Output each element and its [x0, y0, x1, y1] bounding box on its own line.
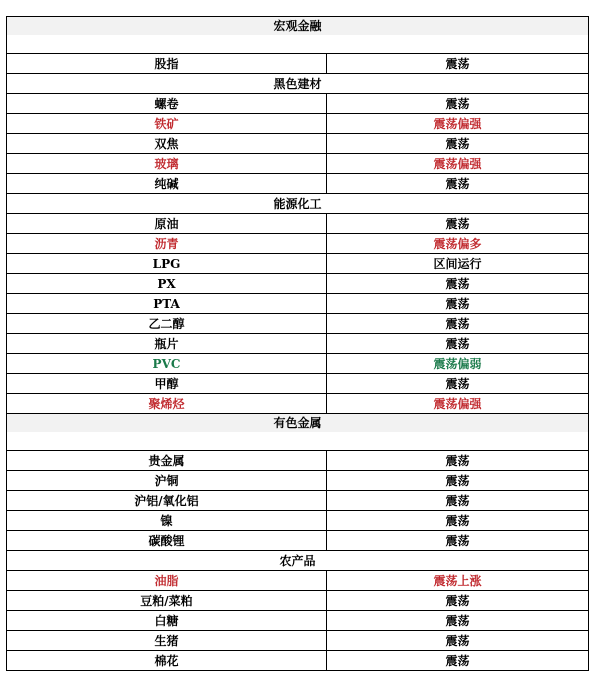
outlook-cell: 震荡 [327, 334, 589, 354]
table-row [7, 94, 589, 114]
commodity-name-cell: 沪铝/氧化铝 [7, 491, 327, 511]
outlook-cell: 震荡 [327, 651, 589, 671]
section-header-row [7, 194, 589, 214]
table-row [7, 451, 589, 471]
commodity-name-cell: LPG [7, 254, 327, 274]
table-row [7, 651, 589, 671]
commodity-name-cell: 油脂 [7, 571, 327, 591]
outlook-cell: 震荡 [327, 274, 589, 294]
commodity-name-cell: 豆粕/菜粕 [7, 591, 327, 611]
commodity-name-cell: 贵金属 [7, 451, 327, 471]
table-row [7, 511, 589, 531]
commodity-name-cell: 铁矿 [7, 114, 327, 134]
outlook-cell: 震荡 [327, 511, 589, 531]
table-row [7, 254, 589, 274]
table-row [7, 631, 589, 651]
table-row [7, 354, 589, 374]
outlook-cell: 震荡 [327, 591, 589, 611]
table-row [7, 394, 589, 414]
outlook-cell: 震荡偏强 [327, 154, 589, 174]
commodity-name-cell: 瓶片 [7, 334, 327, 354]
section-title: 农产品 [279, 553, 316, 568]
commodity-name-cell: 原油 [7, 214, 327, 234]
table-row [7, 174, 589, 194]
table-row [7, 294, 589, 314]
outlook-cell: 震荡 [327, 611, 589, 631]
table-row [7, 134, 589, 154]
section-header-cell [7, 414, 589, 451]
outlook-cell: 震荡偏多 [327, 234, 589, 254]
section-header-row [7, 74, 589, 94]
commodity-name-cell: PVC [7, 354, 327, 374]
commodity-name-cell: 螺卷 [7, 94, 327, 114]
table-row [7, 274, 589, 294]
table-row [7, 314, 589, 334]
commodity-name-cell: 玻璃 [7, 154, 327, 174]
section-header-row [7, 551, 589, 571]
table-row [7, 491, 589, 511]
commodity-name-cell: 沪铜 [7, 471, 327, 491]
table-row [7, 234, 589, 254]
commodity-name-cell: 白糖 [7, 611, 327, 631]
commodity-name-cell: 纯碱 [7, 174, 327, 194]
outlook-table-body [7, 17, 589, 671]
commodity-name-cell: 沥青 [7, 234, 327, 254]
outlook-cell: 震荡上涨 [327, 571, 589, 591]
outlook-cell: 震荡 [327, 631, 589, 651]
table-row [7, 214, 589, 234]
table-row [7, 334, 589, 354]
section-header-cell [7, 194, 589, 214]
outlook-table [6, 16, 589, 671]
table-row [7, 154, 589, 174]
section-title: 宏观金融 [7, 17, 588, 35]
table-row [7, 571, 589, 591]
outlook-cell: 震荡 [327, 451, 589, 471]
commodity-name-cell: 聚烯烃 [7, 394, 327, 414]
commodity-name-cell: PTA [7, 294, 327, 314]
outlook-cell: 震荡偏强 [327, 394, 589, 414]
commodity-name-cell: 镍 [7, 511, 327, 531]
outlook-cell: 震荡 [327, 374, 589, 394]
table-row [7, 114, 589, 134]
outlook-cell: 震荡偏弱 [327, 354, 589, 374]
table-row [7, 611, 589, 631]
table-row [7, 531, 589, 551]
commodity-name-cell: 乙二醇 [7, 314, 327, 334]
table-row [7, 471, 589, 491]
table-row [7, 374, 589, 394]
commodity-name-cell: PX [7, 274, 327, 294]
commodity-name-cell: 双焦 [7, 134, 327, 154]
outlook-cell: 震荡 [327, 134, 589, 154]
outlook-cell: 震荡 [327, 214, 589, 234]
outlook-cell: 震荡 [327, 294, 589, 314]
outlook-cell: 震荡 [327, 94, 589, 114]
outlook-cell: 震荡 [327, 314, 589, 334]
section-title: 能源化工 [273, 196, 322, 211]
outlook-cell: 区间运行 [327, 254, 589, 274]
outlook-cell: 震荡 [327, 471, 589, 491]
table-row [7, 54, 589, 74]
outlook-cell: 震荡 [327, 531, 589, 551]
commodity-name-cell: 碳酸锂 [7, 531, 327, 551]
outlook-cell: 震荡偏强 [327, 114, 589, 134]
outlook-cell: 震荡 [327, 54, 589, 74]
commodity-name-cell: 股指 [7, 54, 327, 74]
section-header-row [7, 17, 589, 54]
outlook-table-container [6, 16, 588, 671]
commodity-name-cell: 棉花 [7, 651, 327, 671]
commodity-name-cell: 生猪 [7, 631, 327, 651]
section-header-cell [7, 551, 589, 571]
commodity-name-cell: 甲醇 [7, 374, 327, 394]
section-header-row [7, 414, 589, 451]
section-title: 有色金属 [7, 414, 588, 432]
section-header-cell [7, 17, 589, 54]
outlook-cell: 震荡 [327, 174, 589, 194]
section-header-cell [7, 74, 589, 94]
section-title: 黑色建材 [273, 76, 322, 91]
table-row [7, 591, 589, 611]
outlook-cell: 震荡 [327, 491, 589, 511]
